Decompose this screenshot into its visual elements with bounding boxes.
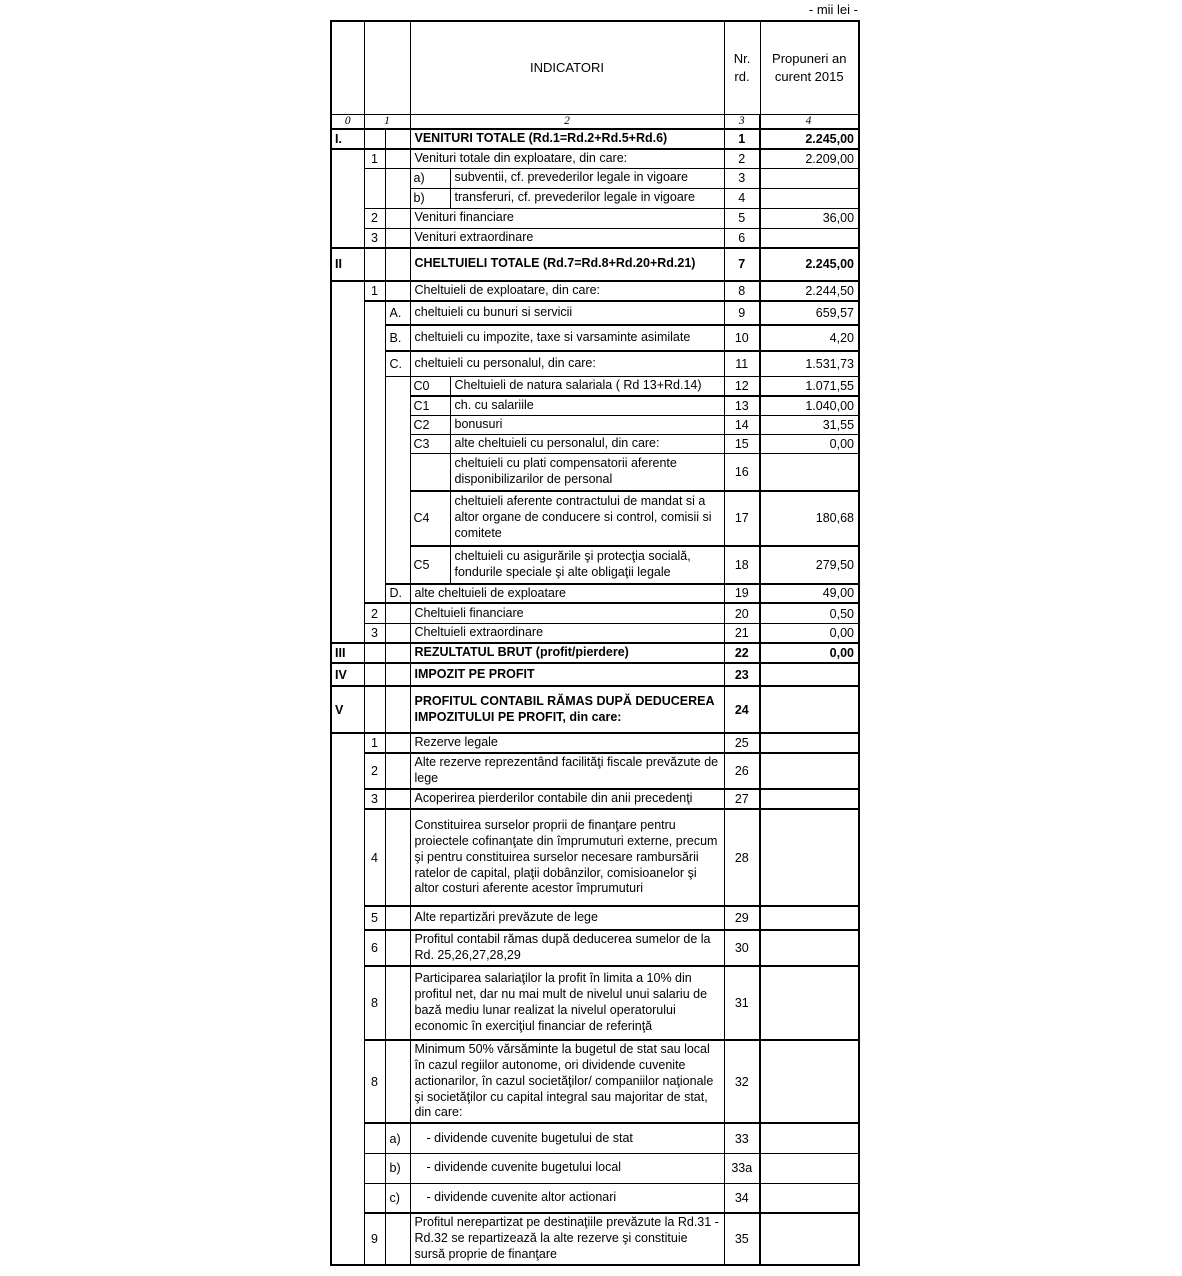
table-row (331, 753, 859, 789)
row-value-cell (760, 1123, 859, 1153)
header-propuneri: Propuneri an curent 2015 (760, 21, 859, 114)
row-value-cell (760, 906, 859, 930)
row-indicator-text: PROFITUL CONTABIL RĂMAS DUPĂ DEDUCEREA IMPOZITULUI PE PROFIT, din care: (410, 686, 724, 733)
table-row (331, 377, 859, 396)
row-code: C5 (410, 546, 450, 584)
row-empty-cell (385, 789, 410, 809)
row-value-cell (760, 1183, 859, 1213)
row-nr-cell: 9 (724, 301, 760, 325)
row-indicator-text: IMPOZIT PE PROFIT (410, 663, 724, 686)
row-indicator-text: cheltuieli cu plati compensatorii aferente disponibilizarilor de personal (450, 454, 724, 491)
row-indicator-text: Acoperirea pierderilor contabile din anii precedenţi (410, 789, 724, 809)
table-row (331, 325, 859, 351)
row-nr-cell: 14 (724, 416, 760, 435)
row-indicator-text: Alte rezerve reprezentând facilităţi fiscale prevăzute de lege (410, 753, 724, 789)
col-number-1: 1 (364, 114, 410, 129)
row-num: 8 (364, 966, 385, 1040)
row-indicator-text: Cheltuieli de natura salariala ( Rd 13+Rd.14) (450, 377, 724, 396)
row-code: a) (410, 168, 450, 188)
row-nr-cell: 11 (724, 351, 760, 377)
row-indicator-text: Participarea salariaţilor la profit în limita a 10% din profitul net, dar nu mai mult de nivelul unui salariu de bază mediu lunar realizat la nivelul operatorului economic în exerciţiul financiar de referinţă (410, 966, 724, 1040)
row-indicator-text: cheltuieli cu asigurările şi protecţia socială, fondurile speciale şi alte obligaţii legale (450, 546, 724, 584)
row-value-cell (760, 1153, 859, 1183)
row-indicator-text: subventii, cf. prevederilor legale in vigoare (450, 168, 724, 188)
row-indicator-text: Alte repartizări prevăzute de lege (410, 906, 724, 930)
row-indicator-text: Venituri financiare (410, 208, 724, 228)
row-indicator-text: Profitul contabil rămas după deducerea sumelor de la Rd. 25,26,27,28,29 (410, 930, 724, 966)
row-value-cell: 180,68 (760, 491, 859, 546)
row-empty-cell (385, 1213, 410, 1265)
row-value-cell (760, 753, 859, 789)
row-indicator-text: Profitul nerepartizat pe destinaţiile prevăzute la Rd.31 - Rd.32 se repartizează la alte rezerve şi constituie sursă proprie de finanţare (410, 1213, 724, 1265)
table-row (331, 491, 859, 546)
row-value-cell (760, 168, 859, 188)
row-nr-cell: 35 (724, 1213, 760, 1265)
row-empty-cell (385, 643, 410, 663)
row-empty-cell (385, 686, 410, 733)
col-number-3: 3 (724, 114, 760, 129)
table-row (331, 930, 859, 966)
row-value-cell: 0,00 (760, 435, 859, 454)
row-nr-cell: 27 (724, 789, 760, 809)
row-num: 2 (364, 753, 385, 789)
table-row (331, 168, 859, 188)
row-value-cell (760, 930, 859, 966)
table-row (331, 584, 859, 604)
table-row (331, 546, 859, 584)
row-indicator-text: Constituirea surselor proprii de finanţare pentru proiectele cofinanţate din împrumuturi externe, precum şi pentru constituirea surselor necesare rambursării ratelor de capital, plaţii dobânzilor, comisioanelor şi altor costuri aferente acestor împrumuturi (410, 809, 724, 906)
row-letter: a) (385, 1123, 410, 1153)
row-nr-cell: 33 (724, 1123, 760, 1153)
row-num: 2 (364, 208, 385, 228)
row-empty-cell (385, 906, 410, 930)
table-row (331, 228, 859, 247)
row-nr-cell: 20 (724, 603, 760, 623)
row-empty-cell (385, 809, 410, 906)
row-code: b) (410, 188, 450, 208)
row-nr-cell: 33a (724, 1153, 760, 1183)
table-row (331, 1213, 859, 1265)
row-letter: b) (385, 1153, 410, 1183)
row-empty-cell (385, 149, 410, 168)
row-empty-cell (385, 603, 410, 623)
row-num: 4 (364, 809, 385, 906)
row-empty-cell (364, 643, 385, 663)
row-indicator-text: CHELTUIELI TOTALE (Rd.7=Rd.8+Rd.20+Rd.21) (410, 248, 724, 281)
row-empty-cell (364, 248, 385, 281)
table-row (331, 208, 859, 228)
row-roman: II (331, 248, 364, 281)
table-row (331, 248, 859, 281)
row-empty-cell (385, 966, 410, 1040)
row-nr-cell: 17 (724, 491, 760, 546)
row-value-cell (760, 733, 859, 753)
table-row (331, 416, 859, 435)
row-value-cell: 2.209,00 (760, 149, 859, 168)
row-value-cell: 31,55 (760, 416, 859, 435)
row-value-cell (760, 966, 859, 1040)
row-num: 9 (364, 1213, 385, 1265)
table-body (331, 129, 859, 1265)
col-number-0: 0 (331, 114, 364, 129)
row-nr-cell: 8 (724, 281, 760, 301)
unit-label: - mii lei - (808, 2, 858, 17)
row-nr-cell: 16 (724, 454, 760, 491)
header-nr-rd: Nr. rd. (724, 21, 760, 114)
row-nr-cell: 3 (724, 168, 760, 188)
table-row (331, 623, 859, 643)
row-nr-cell: 7 (724, 248, 760, 281)
table-row (331, 454, 859, 491)
row-nr-cell: 5 (724, 208, 760, 228)
header-empty-cell (364, 21, 410, 114)
row-indicator-text: alte cheltuieli de exploatare (410, 584, 724, 604)
row-nr-cell: 25 (724, 733, 760, 753)
row-value-cell: 1.531,73 (760, 351, 859, 377)
table-header-row (331, 21, 859, 114)
header-empty-cell (331, 21, 364, 114)
row-letter: A. (385, 301, 410, 325)
row-num: 5 (364, 906, 385, 930)
row-value-cell: 2.245,00 (760, 248, 859, 281)
table-row (331, 149, 859, 168)
row-value-cell: 49,00 (760, 584, 859, 604)
row-nr-cell: 24 (724, 686, 760, 733)
row-value-cell: 36,00 (760, 208, 859, 228)
budget-table (330, 20, 860, 1266)
row-empty-cell (364, 168, 385, 208)
row-code: C1 (410, 396, 450, 415)
row-num: 3 (364, 228, 385, 247)
row-empty-cell (364, 1183, 385, 1213)
row-empty-cell (385, 208, 410, 228)
row-value-cell: 1.071,55 (760, 377, 859, 396)
row-code: C4 (410, 491, 450, 546)
row-indicator-text: cheltuieli aferente contractului de mandat si a altor organe de conducere si control, comisii si comitete (450, 491, 724, 546)
row-indicator-text: Venituri extraordinare (410, 228, 724, 247)
row-num: 3 (364, 623, 385, 643)
row-value-cell: 0,00 (760, 643, 859, 663)
row-roman: III (331, 643, 364, 663)
row-indicator-text: cheltuieli cu personalul, din care: (410, 351, 724, 377)
row-empty-cell (331, 733, 364, 1265)
row-nr-cell: 22 (724, 643, 760, 663)
table-row (331, 396, 859, 415)
row-nr-cell: 34 (724, 1183, 760, 1213)
row-value-cell: 2.245,00 (760, 129, 859, 149)
row-value-cell: 0,50 (760, 603, 859, 623)
row-roman: IV (331, 663, 364, 686)
row-code: C3 (410, 435, 450, 454)
row-nr-cell: 29 (724, 906, 760, 930)
table-row (331, 789, 859, 809)
row-roman: I. (331, 129, 364, 149)
row-value-cell (760, 454, 859, 491)
row-letter: B. (385, 325, 410, 351)
row-roman: V (331, 686, 364, 733)
row-indicator-text: transferuri, cf. prevederilor legale in vigoare (450, 188, 724, 208)
row-value-cell (760, 663, 859, 686)
row-value-cell: 0,00 (760, 623, 859, 643)
row-nr-cell: 12 (724, 377, 760, 396)
row-empty-cell (364, 663, 385, 686)
table-row (331, 1153, 859, 1183)
table-row (331, 643, 859, 663)
table-row (331, 301, 859, 325)
row-value-cell: 1.040,00 (760, 396, 859, 415)
row-empty-cell (364, 686, 385, 733)
row-nr-cell: 4 (724, 188, 760, 208)
row-empty-cell (364, 1123, 385, 1153)
header-indicatori: INDICATORI (410, 21, 724, 114)
table-row (331, 1123, 859, 1153)
row-nr-cell: 6 (724, 228, 760, 247)
table-row (331, 663, 859, 686)
row-empty-cell (385, 228, 410, 247)
row-nr-cell: 32 (724, 1040, 760, 1123)
row-empty-cell (385, 248, 410, 281)
row-num: 1 (364, 281, 385, 301)
row-indicator-text: alte cheltuieli cu personalul, din care: (450, 435, 724, 454)
row-empty-cell (385, 623, 410, 643)
row-value-cell: 279,50 (760, 546, 859, 584)
row-empty-cell (385, 129, 410, 149)
row-nr-cell: 30 (724, 930, 760, 966)
row-empty-cell (364, 301, 385, 604)
row-empty-cell (385, 753, 410, 789)
row-empty-cell (385, 1040, 410, 1123)
row-nr-cell: 21 (724, 623, 760, 643)
table-row (331, 1040, 859, 1123)
row-indicator-text: Rezerve legale (410, 733, 724, 753)
row-value-cell (760, 809, 859, 906)
row-indicator-text: VENITURI TOTALE (Rd.1=Rd.2+Rd.5+Rd.6) (410, 129, 724, 149)
row-indicator-text: cheltuieli cu impozite, taxe si varsaminte asimilate (410, 325, 724, 351)
row-indicator-text: ch. cu salariile (450, 396, 724, 415)
row-indicator-text: Cheltuieli financiare (410, 603, 724, 623)
row-nr-cell: 13 (724, 396, 760, 415)
row-num: 1 (364, 733, 385, 753)
row-indicator-text: - dividende cuvenite altor actionari (410, 1183, 724, 1213)
row-nr-cell: 18 (724, 546, 760, 584)
row-letter: D. (385, 584, 410, 604)
row-num: 6 (364, 930, 385, 966)
row-indicator-text: cheltuieli cu bunuri si servicii (410, 301, 724, 325)
row-letter: C. (385, 351, 410, 377)
row-empty-cell (385, 377, 410, 584)
row-nr-cell: 2 (724, 149, 760, 168)
row-empty-cell (385, 733, 410, 753)
col-number-row (331, 114, 859, 129)
row-empty-cell (331, 281, 364, 644)
table-row (331, 435, 859, 454)
row-num: 3 (364, 789, 385, 809)
row-value-cell: 659,57 (760, 301, 859, 325)
row-empty-cell (331, 149, 364, 248)
row-indicator-text: Venituri totale din exploatare, din care: (410, 149, 724, 168)
row-indicator-text: - dividende cuvenite bugetului local (410, 1153, 724, 1183)
row-code (410, 454, 450, 491)
table-row (331, 188, 859, 208)
row-nr-cell: 15 (724, 435, 760, 454)
table-row (331, 906, 859, 930)
row-value-cell: 4,20 (760, 325, 859, 351)
row-indicator-text: - dividende cuvenite bugetului de stat (410, 1123, 724, 1153)
row-nr-cell: 1 (724, 129, 760, 149)
row-code: C2 (410, 416, 450, 435)
row-indicator-text: Cheltuieli extraordinare (410, 623, 724, 643)
row-indicator-text: bonusuri (450, 416, 724, 435)
row-nr-cell: 31 (724, 966, 760, 1040)
row-indicator-text: REZULTATUL BRUT (profit/pierdere) (410, 643, 724, 663)
row-value-cell (760, 1040, 859, 1123)
row-num: 2 (364, 603, 385, 623)
row-value-cell: 2.244,50 (760, 281, 859, 301)
table-row (331, 966, 859, 1040)
row-indicator-text: Cheltuieli de exploatare, din care: (410, 281, 724, 301)
row-value-cell (760, 188, 859, 208)
row-empty-cell (385, 281, 410, 301)
row-empty-cell (364, 129, 385, 149)
row-num: 1 (364, 149, 385, 168)
table-wrap (330, 20, 860, 1266)
col-number-4: 4 (760, 114, 859, 129)
row-nr-cell: 26 (724, 753, 760, 789)
table-row (331, 281, 859, 301)
row-value-cell (760, 686, 859, 733)
row-nr-cell: 19 (724, 584, 760, 604)
row-letter: c) (385, 1183, 410, 1213)
row-empty-cell (385, 663, 410, 686)
table-row (331, 733, 859, 753)
row-empty-cell (385, 168, 410, 208)
row-num: 8 (364, 1040, 385, 1123)
col-number-2: 2 (410, 114, 724, 129)
table-row (331, 129, 859, 149)
row-empty-cell (364, 1153, 385, 1183)
row-nr-cell: 10 (724, 325, 760, 351)
table-row (331, 1183, 859, 1213)
row-nr-cell: 28 (724, 809, 760, 906)
row-nr-cell: 23 (724, 663, 760, 686)
table-row (331, 351, 859, 377)
table-row (331, 603, 859, 623)
row-value-cell (760, 1213, 859, 1265)
row-indicator-text: Minimum 50% vărsăminte la bugetul de stat sau local în cazul regiilor autonome, ori dividende cuvenite actionarilor, în cazul societăţilor/ companiilor naţionale şi societăţilor cu capital integral sau majoritar de stat, din care: (410, 1040, 724, 1123)
row-code: C0 (410, 377, 450, 396)
row-value-cell (760, 228, 859, 247)
row-empty-cell (385, 930, 410, 966)
table-row (331, 686, 859, 733)
row-value-cell (760, 789, 859, 809)
table-row (331, 809, 859, 906)
